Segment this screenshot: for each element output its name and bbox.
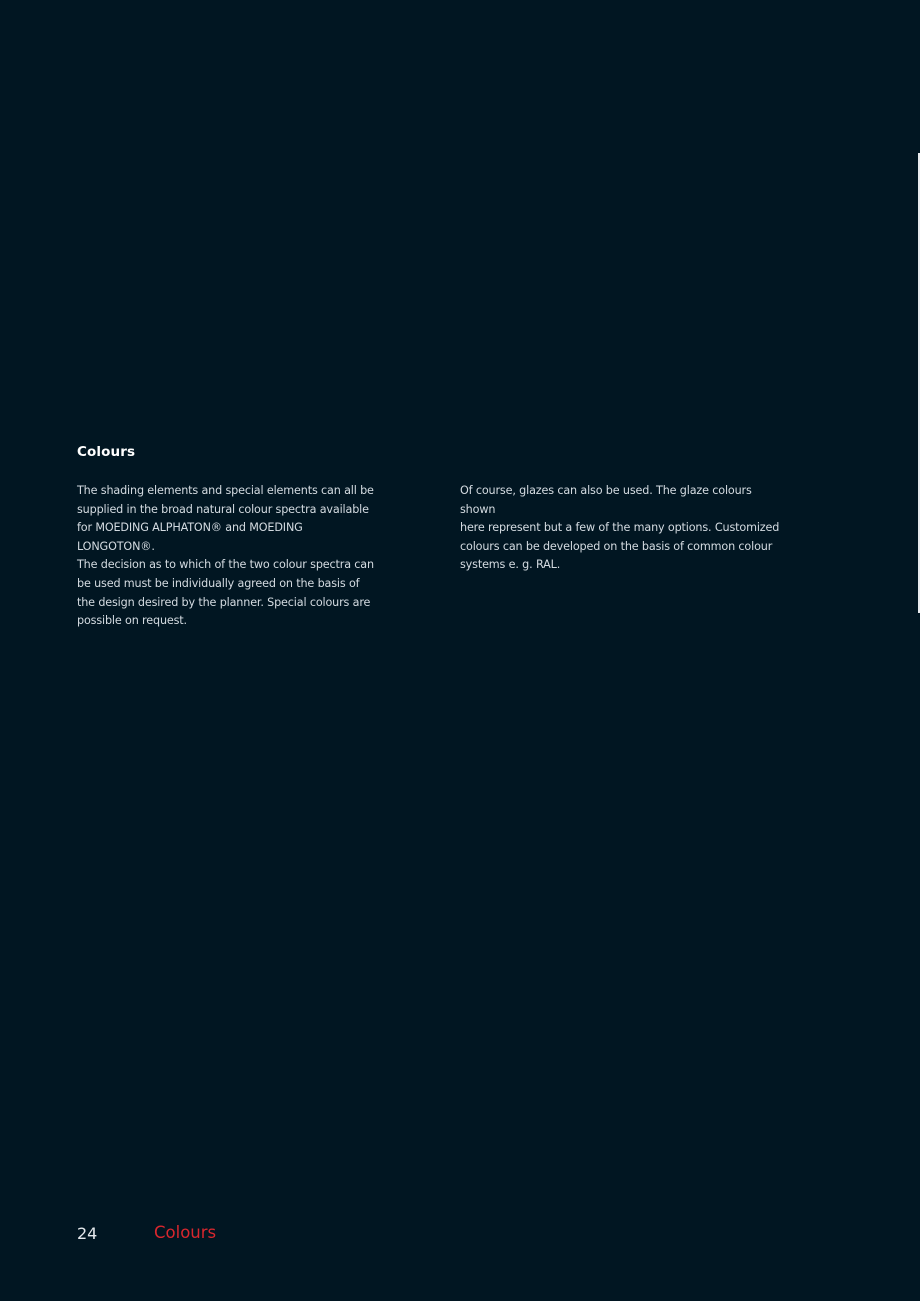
chapter-title: Colours [154,1223,217,1242]
right-column-paragraph: Of course, glazes can also be used. The glaze colours shown here represent but a few of the many options. Customized colours can be developed on the basis of common colour systems e. g. RAL. [460,484,780,572]
section-heading: Colours [77,444,136,460]
left-column-paragraph: The shading elements and special elements can all be supplied in the broad natural colour spectra available for MOEDING ALPHATON® and MOEDING LONGOTON®. The decision as to which of the two colour spectra can be used must be individually agreed on the basis of the design desired by the planner. Special colours are possible on request. [77,484,374,628]
page-number: 24 [77,1224,98,1243]
